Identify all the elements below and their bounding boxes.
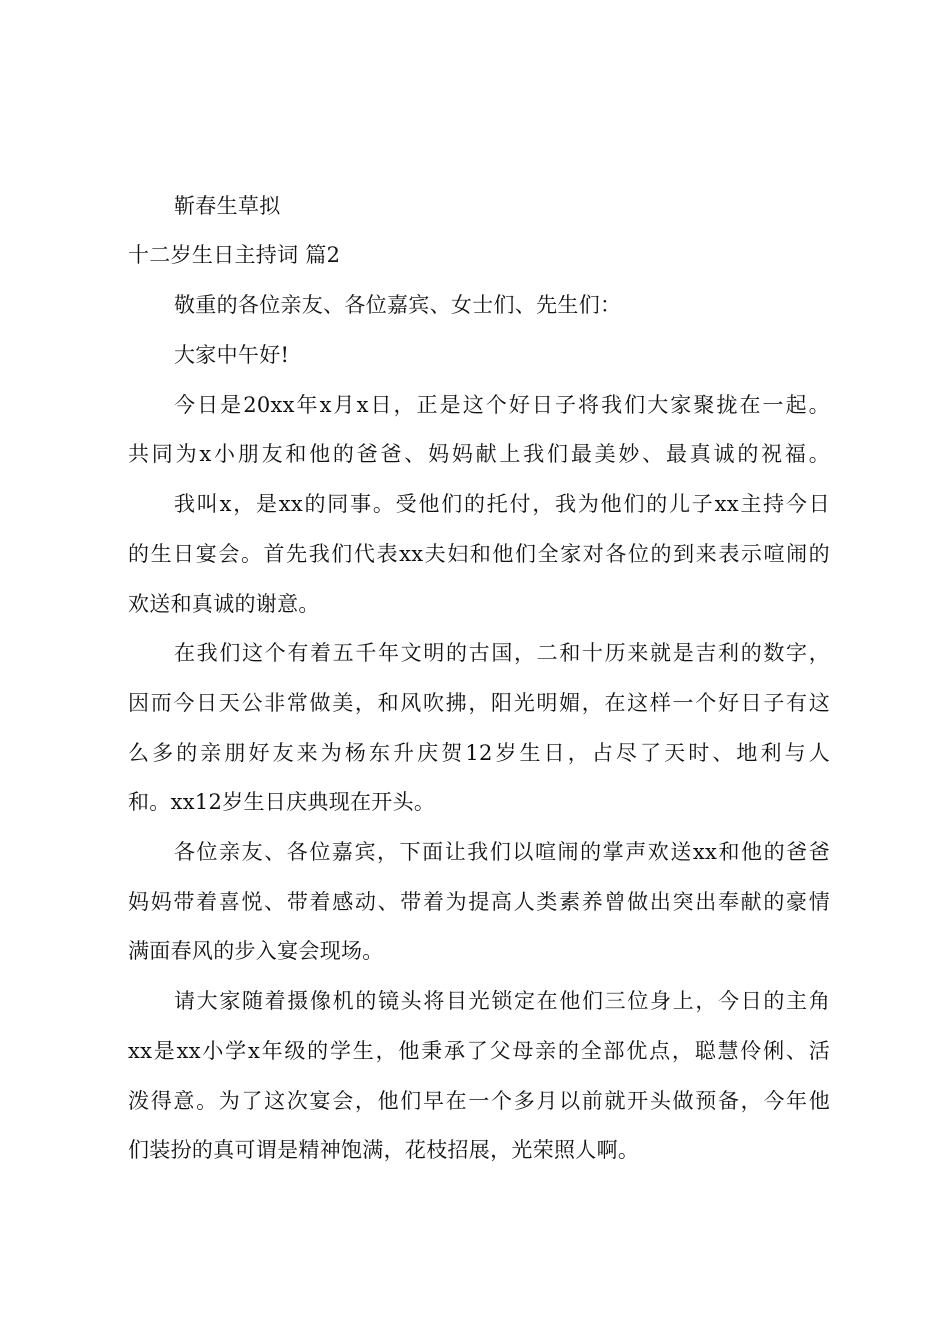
paragraph-line: 在我们这个有着五千年文明的古国，二和十历来就是吉利的数字，: [174, 641, 830, 665]
paragraph-line: 泼得意。为了这次宴会，他们早在一个多月以前就开头做预备，今年他: [128, 1089, 830, 1113]
paragraph-line: 大家中午好!: [174, 343, 290, 367]
paragraph-line: 满面春风的步入宴会现场。: [128, 939, 384, 963]
paragraph-line: 各位亲友、各位嘉宾，下面让我们以喧闹的掌声欢送xx和他的爸爸: [174, 840, 830, 864]
paragraph-line: 和。xx12岁生日庆典现在开头。: [128, 790, 436, 814]
paragraph-line: 妈妈带着喜悦、带着感动、带着为提高人类素养曾做出突出奉献的豪情: [128, 890, 830, 914]
paragraph-line: 请大家随着摄像机的镜头将目光锁定在他们三位身上，今日的主角: [174, 989, 830, 1013]
paragraph-line: xx是xx小学x年级的学生，他秉承了父母亲的全部优点，聪慧伶俐、活: [128, 1039, 830, 1063]
paragraph-line: 么多的亲朋好友来为杨东升庆贺12岁生日，占尽了天时、地利与人: [128, 741, 830, 765]
paragraph-line: 们装扮的真可谓是精神饱满，花枝招展，光荣照人啊。: [128, 1138, 640, 1162]
paragraph-line: 共同为x小朋友和他的爸爸、妈妈献上我们最美妙、最真诚的祝福。: [128, 442, 830, 466]
paragraph-line: 欢送和真诚的谢意。: [128, 592, 320, 616]
paragraph-line: 敬重的各位亲友、各位嘉宾、女士们、先生们：: [174, 293, 622, 317]
paragraph-line: 我叫x，是xx的同事。受他们的托付，我为他们的儿子xx主持今日: [174, 492, 830, 516]
paragraph-line: 因而今日天公非常做美，和风吹拂，阳光明媚，在这样一个好日子有这: [128, 691, 830, 715]
author-line: 靳春生草拟: [174, 194, 281, 218]
paragraph-line: 今日是20xx年x月x日，正是这个好日子将我们大家聚拢在一起。: [174, 393, 830, 417]
paragraph-line: 的生日宴会。首先我们代表xx夫妇和他们全家对各位的到来表示喧闹的: [128, 542, 830, 566]
section-title: 十二岁生日主持词 篇2: [128, 243, 341, 267]
